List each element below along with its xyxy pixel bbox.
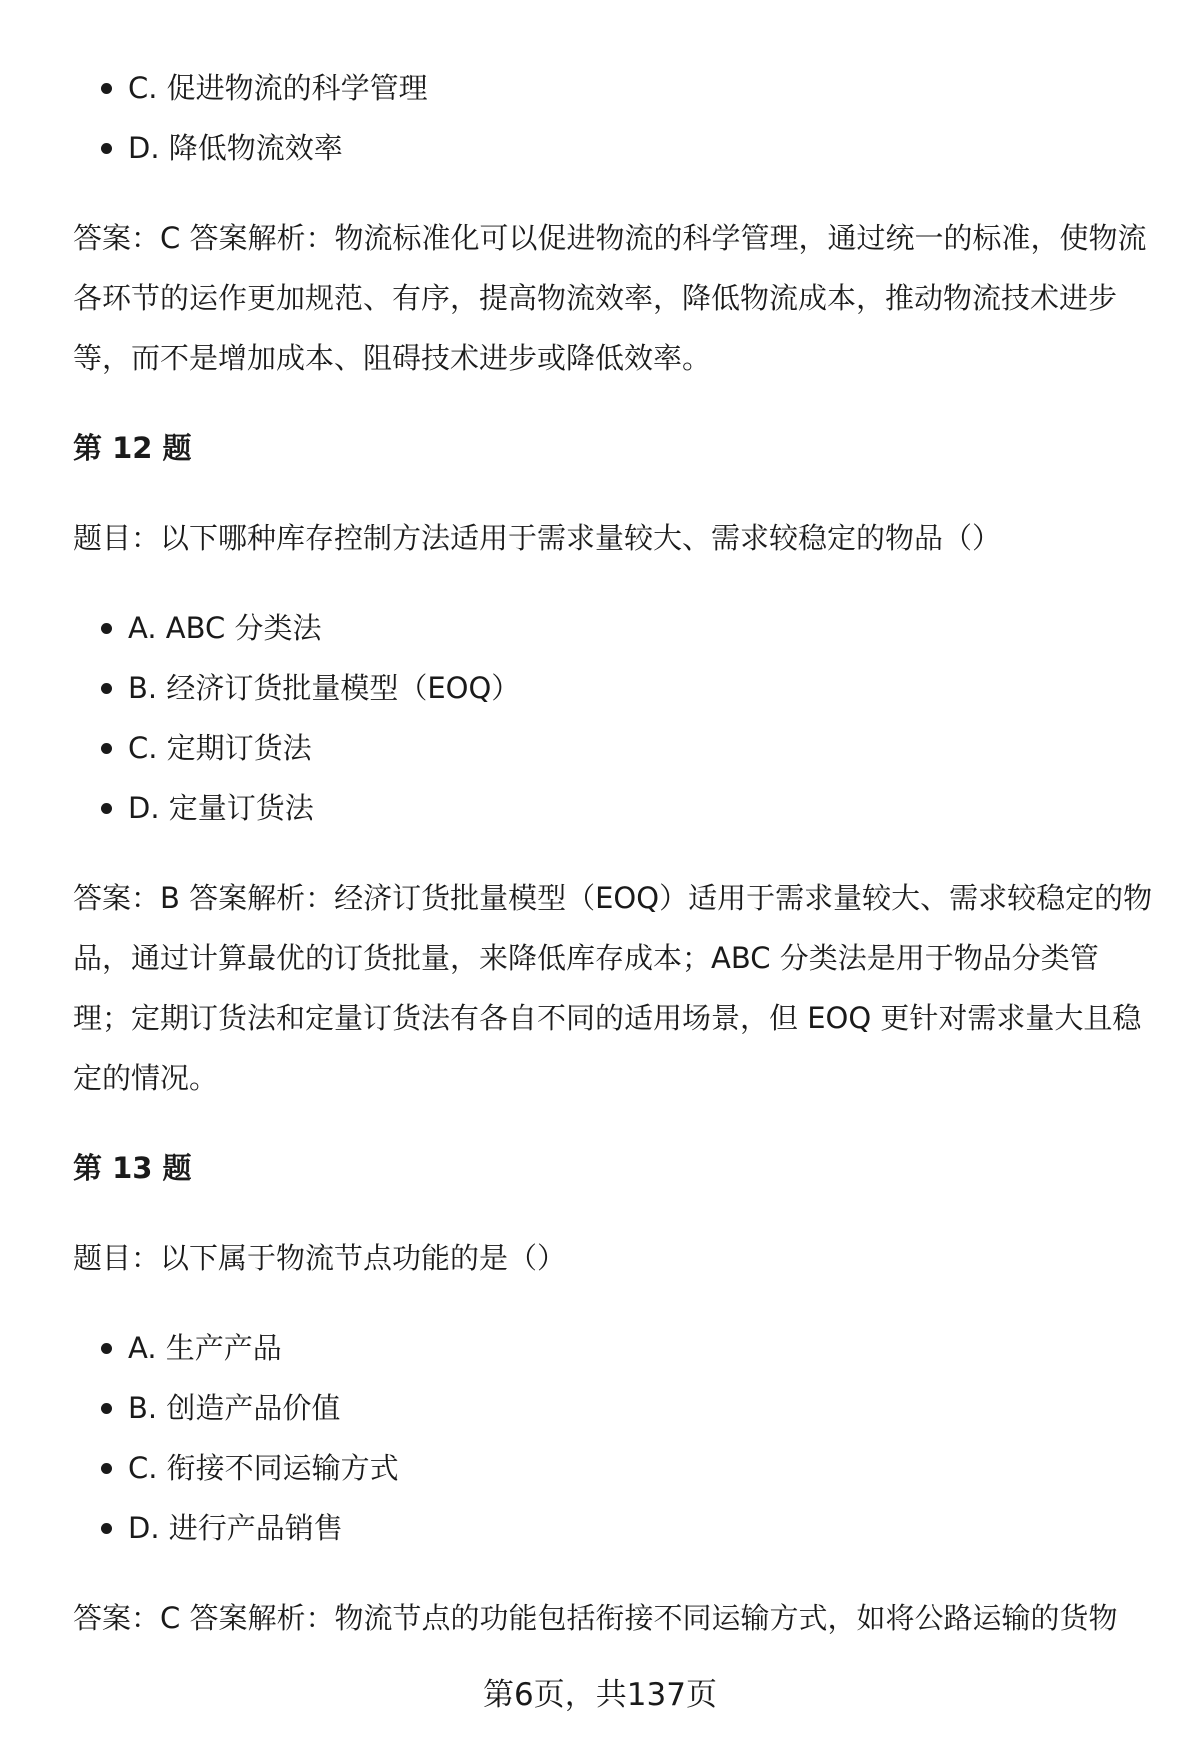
q12-option-a: A. ABC 分类法 xyxy=(73,598,1153,658)
page-footer: 第6页，共137页 xyxy=(483,1677,717,1713)
q12-question: 题目：以下哪种库存控制方法适用于需求量较大、需求较稳定的物品（） xyxy=(73,521,1002,555)
q12-heading: 第 12 题 xyxy=(73,431,192,465)
q12-option-d: D. 定量订货法 xyxy=(73,778,1153,838)
bullet-icon xyxy=(101,803,112,814)
document-page xyxy=(73,58,1153,1678)
q13-option-a: A. 生产产品 xyxy=(73,1318,1153,1378)
q12-option-c: C. 定期订货法 xyxy=(73,718,1153,778)
q12-option-b: B. 经济订货批量模型（EOQ） xyxy=(73,658,1153,718)
q13-question: 题目：以下属于物流节点功能的是（） xyxy=(73,1241,567,1275)
q12-options xyxy=(73,598,1153,838)
bullet-icon xyxy=(101,1523,112,1534)
q13-option-b: B. 创造产品价值 xyxy=(73,1378,1153,1438)
bullet-icon xyxy=(101,743,112,754)
q11-answer: 答案：C 答案解析：物流标准化可以促进物流的科学管理，通过统一的标准，使物流各环节的运作更加规范、有序，提高物流效率，降低物流成本，推动物流技术进步等，而不是增加成本、阻碍技术进步或降低效率。 xyxy=(73,221,1147,375)
q13-option-c: C. 衔接不同运输方式 xyxy=(73,1438,1153,1498)
bullet-icon xyxy=(101,83,112,94)
q13-answer: 答案：C 答案解析：物流节点的功能包括衔接不同运输方式，如将公路运输的货物 xyxy=(73,1601,1118,1635)
q13-option-d: D. 进行产品销售 xyxy=(73,1498,1153,1558)
q13-options xyxy=(73,1318,1153,1558)
q13-heading: 第 13 题 xyxy=(73,1151,192,1185)
bullet-icon xyxy=(101,143,112,154)
q11-option-d: D. 降低物流效率 xyxy=(73,118,1153,178)
bullet-icon xyxy=(101,1463,112,1474)
bullet-icon xyxy=(101,683,112,694)
bullet-icon xyxy=(101,623,112,634)
bullet-icon xyxy=(101,1343,112,1354)
bullet-icon xyxy=(101,1403,112,1414)
q11-option-c: C. 促进物流的科学管理 xyxy=(73,58,1153,118)
q11-options xyxy=(73,58,1153,178)
q12-answer: 答案：B 答案解析：经济订货批量模型（EOQ）适用于需求量较大、需求较稳定的物品，通过计算最优的订货批量，来降低库存成本；ABC 分类法是用于物品分类管理；定期订货法和定量订货法有各自不同的适用场景，但 EOQ 更针对需求量大且稳定的情况。 xyxy=(73,881,1153,1095)
